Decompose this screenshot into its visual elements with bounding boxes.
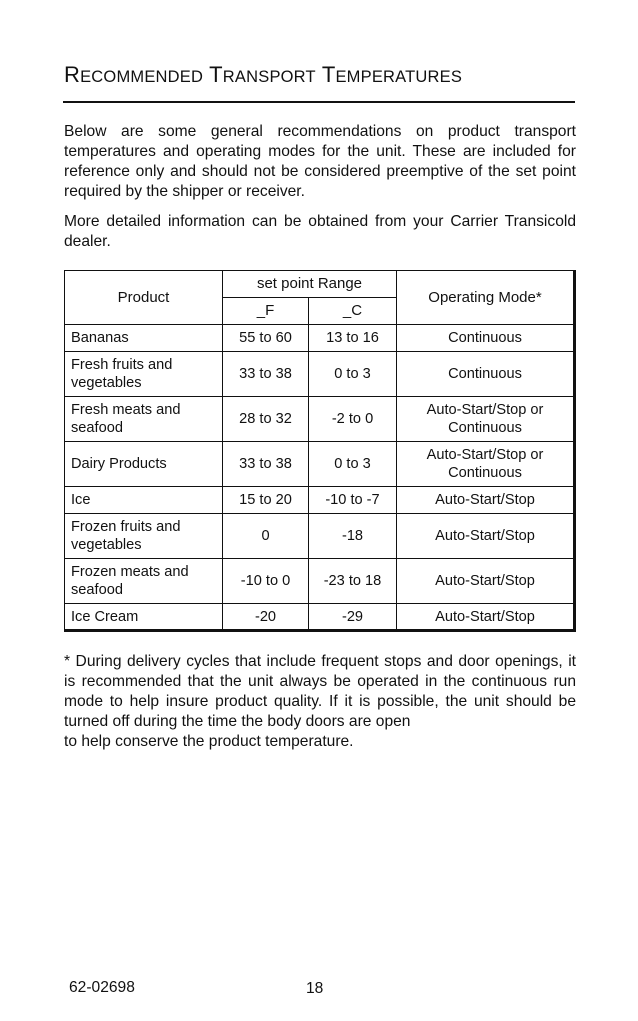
product-cell: Fresh fruits and vegetables bbox=[65, 352, 223, 397]
table-row bbox=[65, 352, 575, 397]
mode-cell: Auto-Start/Stop bbox=[397, 559, 575, 604]
product-cell: Ice bbox=[65, 487, 223, 514]
header-setpoint-range: set point Range bbox=[223, 271, 397, 298]
footnote-text: * During delivery cycles that include frequent stops and door openings, it is recommended that the unit always be operated in the continuous run mode to help insure product quality. If it is possible, the unit should be turned off during the time the body doors are open bbox=[64, 653, 576, 730]
table-row bbox=[65, 487, 575, 514]
table-row bbox=[65, 604, 575, 631]
header-unit-c: _C bbox=[309, 298, 397, 325]
mode-cell: Auto-Start/Stop or Continuous bbox=[397, 442, 575, 487]
mode-cell: Auto-Start/Stop or Continuous bbox=[397, 397, 575, 442]
header-unit-f: _F bbox=[223, 298, 309, 325]
header-operating-mode: Operating Mode* bbox=[397, 271, 575, 325]
temp-f-cell: 28 to 32 bbox=[223, 397, 309, 442]
temp-f-cell: 55 to 60 bbox=[223, 325, 309, 352]
temp-c-cell: 0 to 3 bbox=[309, 442, 397, 487]
dealer-paragraph: More detailed information can be obtained from your Carrier Transicold dealer. bbox=[64, 213, 576, 250]
page-title: RECOMMENDED TRANSPORT TEMPERATURES bbox=[64, 62, 463, 87]
product-cell: Dairy Products bbox=[65, 442, 223, 487]
footnote-text-end: to help conserve the product temperature. bbox=[64, 733, 354, 750]
temp-f-cell: -20 bbox=[223, 604, 309, 631]
mode-cell: Auto-Start/Stop bbox=[397, 514, 575, 559]
table-row bbox=[65, 325, 575, 352]
header-product: Product bbox=[65, 271, 223, 325]
temp-c-cell: -10 to -7 bbox=[309, 487, 397, 514]
intro-paragraph: Below are some general recommendations on product transport temperatures and operating modes for the unit. These are included for reference only and should not be considered preemptive of the set point required by the shipper or receiver. bbox=[64, 123, 576, 200]
product-cell: Frozen meats and seafood bbox=[65, 559, 223, 604]
mode-cell: Auto-Start/Stop bbox=[397, 604, 575, 631]
mode-cell: Continuous bbox=[397, 325, 575, 352]
temp-f-cell: -10 to 0 bbox=[223, 559, 309, 604]
table-row bbox=[65, 514, 575, 559]
product-cell: Fresh meats and seafood bbox=[65, 397, 223, 442]
title-divider bbox=[63, 101, 575, 103]
temp-f-cell: 15 to 20 bbox=[223, 487, 309, 514]
mode-cell: Auto-Start/Stop bbox=[397, 487, 575, 514]
temp-f-cell: 0 bbox=[223, 514, 309, 559]
temp-f-cell: 33 to 38 bbox=[223, 442, 309, 487]
temp-c-cell: -29 bbox=[309, 604, 397, 631]
table-row bbox=[65, 397, 575, 442]
product-cell: Bananas bbox=[65, 325, 223, 352]
table-row bbox=[65, 442, 575, 487]
table-row bbox=[65, 559, 575, 604]
temp-c-cell: -2 to 0 bbox=[309, 397, 397, 442]
product-cell: Ice Cream bbox=[65, 604, 223, 631]
document-number: 62-02698 bbox=[69, 979, 135, 996]
temp-c-cell: -23 to 18 bbox=[309, 559, 397, 604]
mode-cell: Continuous bbox=[397, 352, 575, 397]
temp-c-cell: -18 bbox=[309, 514, 397, 559]
product-cell: Frozen fruits and vegetables bbox=[65, 514, 223, 559]
temp-c-cell: 0 to 3 bbox=[309, 352, 397, 397]
page-number: 18 bbox=[306, 980, 324, 997]
footnote bbox=[64, 652, 576, 752]
temp-f-cell: 33 to 38 bbox=[223, 352, 309, 397]
temp-c-cell: 13 to 16 bbox=[309, 325, 397, 352]
temperature-table bbox=[64, 270, 576, 632]
